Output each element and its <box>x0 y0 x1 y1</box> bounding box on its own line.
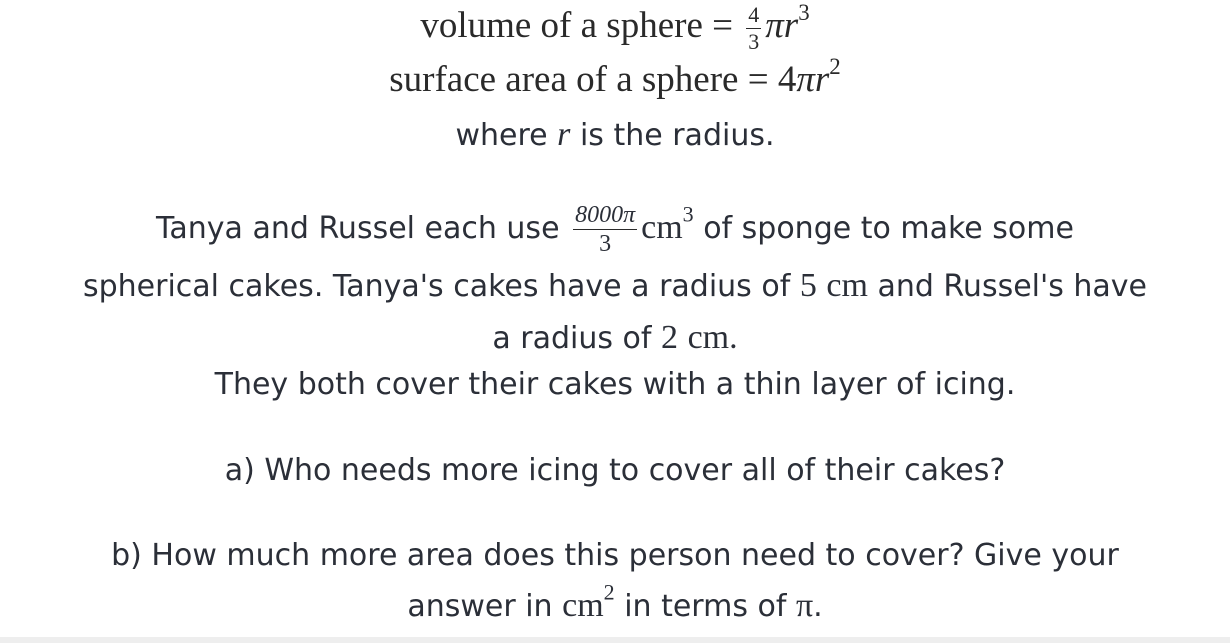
problem-line-1 <box>0 203 1230 256</box>
problem-l2-pre: spherical cakes. Tanya's cakes have a radius of <box>82 269 791 304</box>
surface-pi: π <box>796 59 815 100</box>
surface-var: r <box>814 59 830 100</box>
sponge-frac-den: 3 <box>599 231 612 257</box>
sponge-unit: cm <box>641 209 683 246</box>
radius-definition <box>0 116 1230 154</box>
russel-radius-value: 2 <box>661 319 679 356</box>
volume-formula <box>0 0 1230 55</box>
bottom-divider <box>0 637 1230 643</box>
russel-radius-unit: cm <box>687 319 730 356</box>
surface-equals: = <box>747 59 769 100</box>
question-a: a) Who needs more icing to cover all of their cakes? <box>224 453 1006 488</box>
surface-label: surface area of a sphere <box>389 59 739 100</box>
volume-label: volume of a sphere <box>420 5 703 46</box>
volume-equals: = <box>712 5 733 46</box>
where-pre: where <box>455 118 548 153</box>
question-b-pi: π <box>795 587 814 624</box>
problem-line-2 <box>0 267 1230 305</box>
problem-l3-pre: a radius of <box>492 321 652 356</box>
where-post: is the radius. <box>579 118 775 153</box>
sponge-frac-num: 8000π <box>575 202 636 228</box>
problem-line-3 <box>0 319 1230 357</box>
surface-coef: 4 <box>777 59 797 100</box>
volume-pi: π <box>765 5 784 46</box>
volume-exp: 3 <box>798 0 810 25</box>
problem-l2-post: and Russel's have <box>877 269 1148 304</box>
problem-l1-post: of sponge to make some <box>703 211 1074 246</box>
volume-fraction <box>746 4 761 53</box>
surface-exp: 2 <box>829 53 841 79</box>
tanya-radius-unit: cm <box>826 267 868 304</box>
answer-unit: cm <box>562 587 604 624</box>
problem-line-4: They both cover their cakes with a thin layer of icing. <box>214 367 1016 402</box>
volume-frac-den: 3 <box>748 29 760 55</box>
volume-var: r <box>783 5 799 46</box>
question-b-line-2 <box>0 579 1230 625</box>
sponge-unit-exp: 3 <box>682 201 694 227</box>
sponge-fraction <box>573 203 637 256</box>
question-b-post: in terms of <box>624 589 787 624</box>
problem-l3-post: . <box>729 319 738 356</box>
tanya-radius-value: 5 <box>799 267 817 304</box>
problem-l1-pre: Tanya and Russel each use <box>156 211 560 246</box>
question-b-end: . <box>813 589 823 624</box>
volume-frac-num: 4 <box>748 2 760 28</box>
answer-unit-exp: 2 <box>603 579 615 605</box>
question-b-pre: answer in <box>407 589 553 624</box>
surface-formula <box>0 53 1230 101</box>
where-var: r <box>557 116 571 153</box>
question-b-line-1: b) How much more area does this person need to cover? Give your <box>111 538 1119 573</box>
